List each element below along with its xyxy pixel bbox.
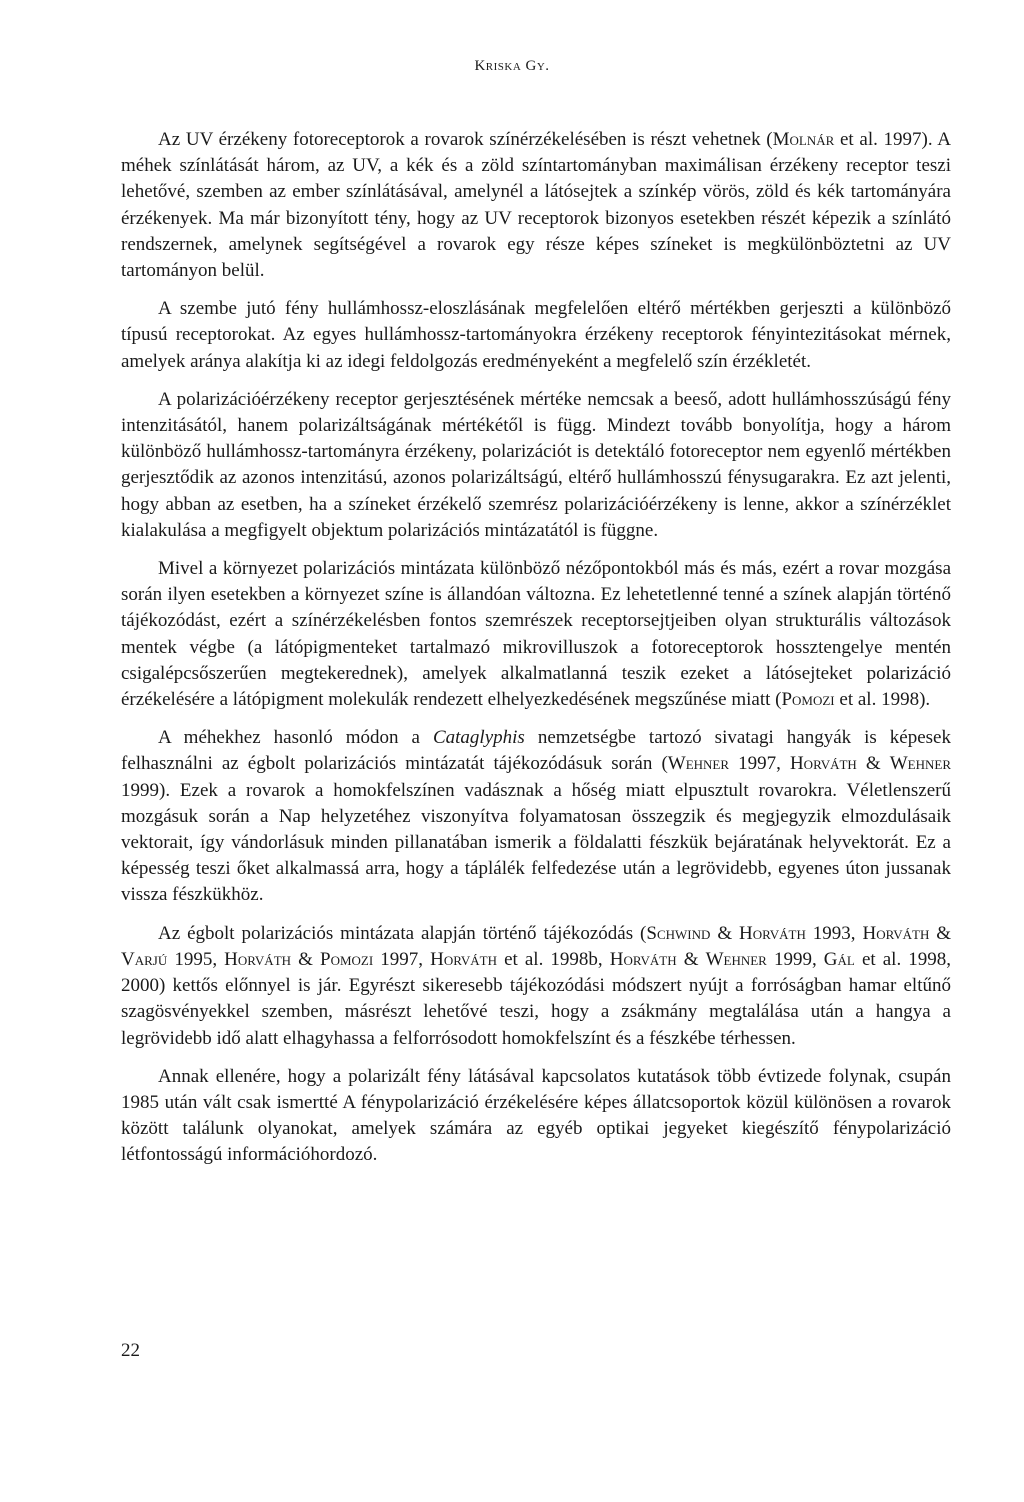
author-citation: Horváth xyxy=(739,922,806,944)
paragraph-6: Az égbolt polarizációs mintázata alapján történő tájékozódás (Schwind & Horváth 1993, Horváth & Varjú 1995, Horváth & Pomozi 1997, Horváth et al. 1998b, Horváth & Wehner 1999, Gál et al. 1998, 2000) kettős előnnyel is jár. Egyrészt sikeresebb tájékozódási módszert nyújt a forróságban hamar eltűnő szagösvényekkel szemben, másrészt lehetővé teszi, hogy a zsákmány megtalálása után a hangya a legrövidebb idő alatt elhagyhassa a felforrósodott homokfelszínt és a fészkébe térhessen. xyxy=(121,922,952,1049)
genus-name: Cataglyphis xyxy=(432,727,525,749)
author-citation: Horváth xyxy=(224,948,292,970)
author-citation: Horváth xyxy=(862,922,930,944)
author-citation: Wehner xyxy=(889,753,952,775)
author-citation: Horváth xyxy=(609,948,677,970)
author-citation: Wehner xyxy=(705,948,767,970)
author-citation: Molnár xyxy=(772,129,835,150)
author-citation: Pomozi xyxy=(320,948,374,970)
paragraph-1: Az UV érzékeny fotoreceptorok a rovarok színérzékelésében is részt vehetnek (Molnár et al. 1997). A méhek színlátását három, az UV, a kék és a zöld színtartományban maximálisan érzékeny receptor teszi lehetővé, szemben az ember színlátásával, amelynél a látósejtek a színkép vörös, zöld és kék tartományára érzékenyek. Ma már bizonyított tény, hogy az UV receptorok bizonyos esetekben részét képezik a színlátó rendszernek, amelynek segítségével a rovarok egy része képes színeket is megkülönböztetni az UV tartományon belül. xyxy=(121,129,951,282)
author-citation: Horváth xyxy=(789,753,857,775)
running-head: Kriska Gy. xyxy=(474,58,550,74)
paragraph-3: A polarizációérzékeny receptor gerjesztésének mértéke nemcsak a beeső, adott hullámhosszúságú fény intenzitásától, hanem polarizáltságának mértékétől is függ. Mindezt tovább bonyolítja, hogy a három különböző hullámhossz-tartományra érzékeny, polarizációt is detektáló fotoreceptor nem egyenlő mértékben gerjesztődik az azonos intenzitású, azonos polarizáltságú, eltérő hullámhosszú fénysugarakra. Ez azt jelenti, hogy abban az esetben, ha a színeket érzékelő szemrész polarizációérzékeny is lenne, akkor a színérzéklet kialakulása a megfigyelt objektum polarizációs mintázatától is függne. xyxy=(121,388,951,541)
author-citation: Varjú xyxy=(121,948,168,970)
author-citation: Schwind xyxy=(646,922,711,944)
author-citation: Wehner xyxy=(667,753,730,775)
author-citation: Gál xyxy=(823,948,855,970)
author-citation: Horváth xyxy=(430,948,497,970)
paragraph-7: Annak ellenére, hogy a polarizált fény látásával kapcsolatos kutatások több évtizede folynak, csupán 1985 után vált csak ismertté A fénypolarizáció érzékelésére képes állatcsoportok közül különösen a rovarok között találunk olyanokat, amelyek számára az egyéb optikai jegyeket kiegészítő fénypolarizáció létfontosságú információhordozó. xyxy=(121,1065,951,1166)
body-text xyxy=(121,127,951,1181)
paragraph-4: Mivel a környezet polarizációs mintázata különböző nézőpontokból más és más, ezért a rovar mozgása során ilyen esetekben a környezet színe is állandóan változna. Ez lehetetlenné tenné a színek alapján történő tájékozódást, ezért a színérzékelésben fontos szemrészek receptorsejtjeiben olyan strukturális változások mentek végbe (a látópigmenteket tartalmazó mikrovilluszok a fotoreceptorok hossztengelye mentén csigalépcsőszerűen megtekerednek), amelyek alkalmatlanná teszik ezeket a látósejteket polarizáció érzékelésére a látópigment molekulák rendezett elhelyezkedésének megszűnése miatt (Pomozi et al. 1998). xyxy=(121,558,951,711)
paragraph-2: A szembe jutó fény hullámhossz-eloszlásának megfelelően eltérő mértékben gerjeszti a különböző típusú receptorokat. Az egyes hullámhossz-tartományokra érzékeny receptorok fényintezitásokat mérnek, amelyek aránya alakítja ki az idegi feldolgozás eredményeként a megfelelő szín érzékletét. xyxy=(121,298,951,372)
page-number: 22 xyxy=(121,1340,140,1361)
author-citation: Pomozi xyxy=(781,689,835,711)
paragraph-5: A méhekhez hasonló módon a Cataglyphis nemzetségbe tartozó sivatagi hangyák is képesek felhasználni az égbolt polarizációs mintázatát tájékozódásuk során (Wehner 1997, Horváth & Wehner 1999). Ezek a rovarok a homokfelszínen vadásznak a hőség miatt elpusztult rovarokra. Véletlenszerű mozgásuk során a Nap helyzetéhez viszonyítva folyamatosan összegzik és megjegyzik elmozdulásaik vektorait, így vándorlásuk minden pillanatában ismerik a földalatti fészkük bejáratának helyvektorát. Ez a képesség teszi őket alkalmassá arra, hogy a táplálék felfedezése után a legrövidebb, egyenes úton jussanak vissza fészkükhöz. xyxy=(121,727,952,906)
